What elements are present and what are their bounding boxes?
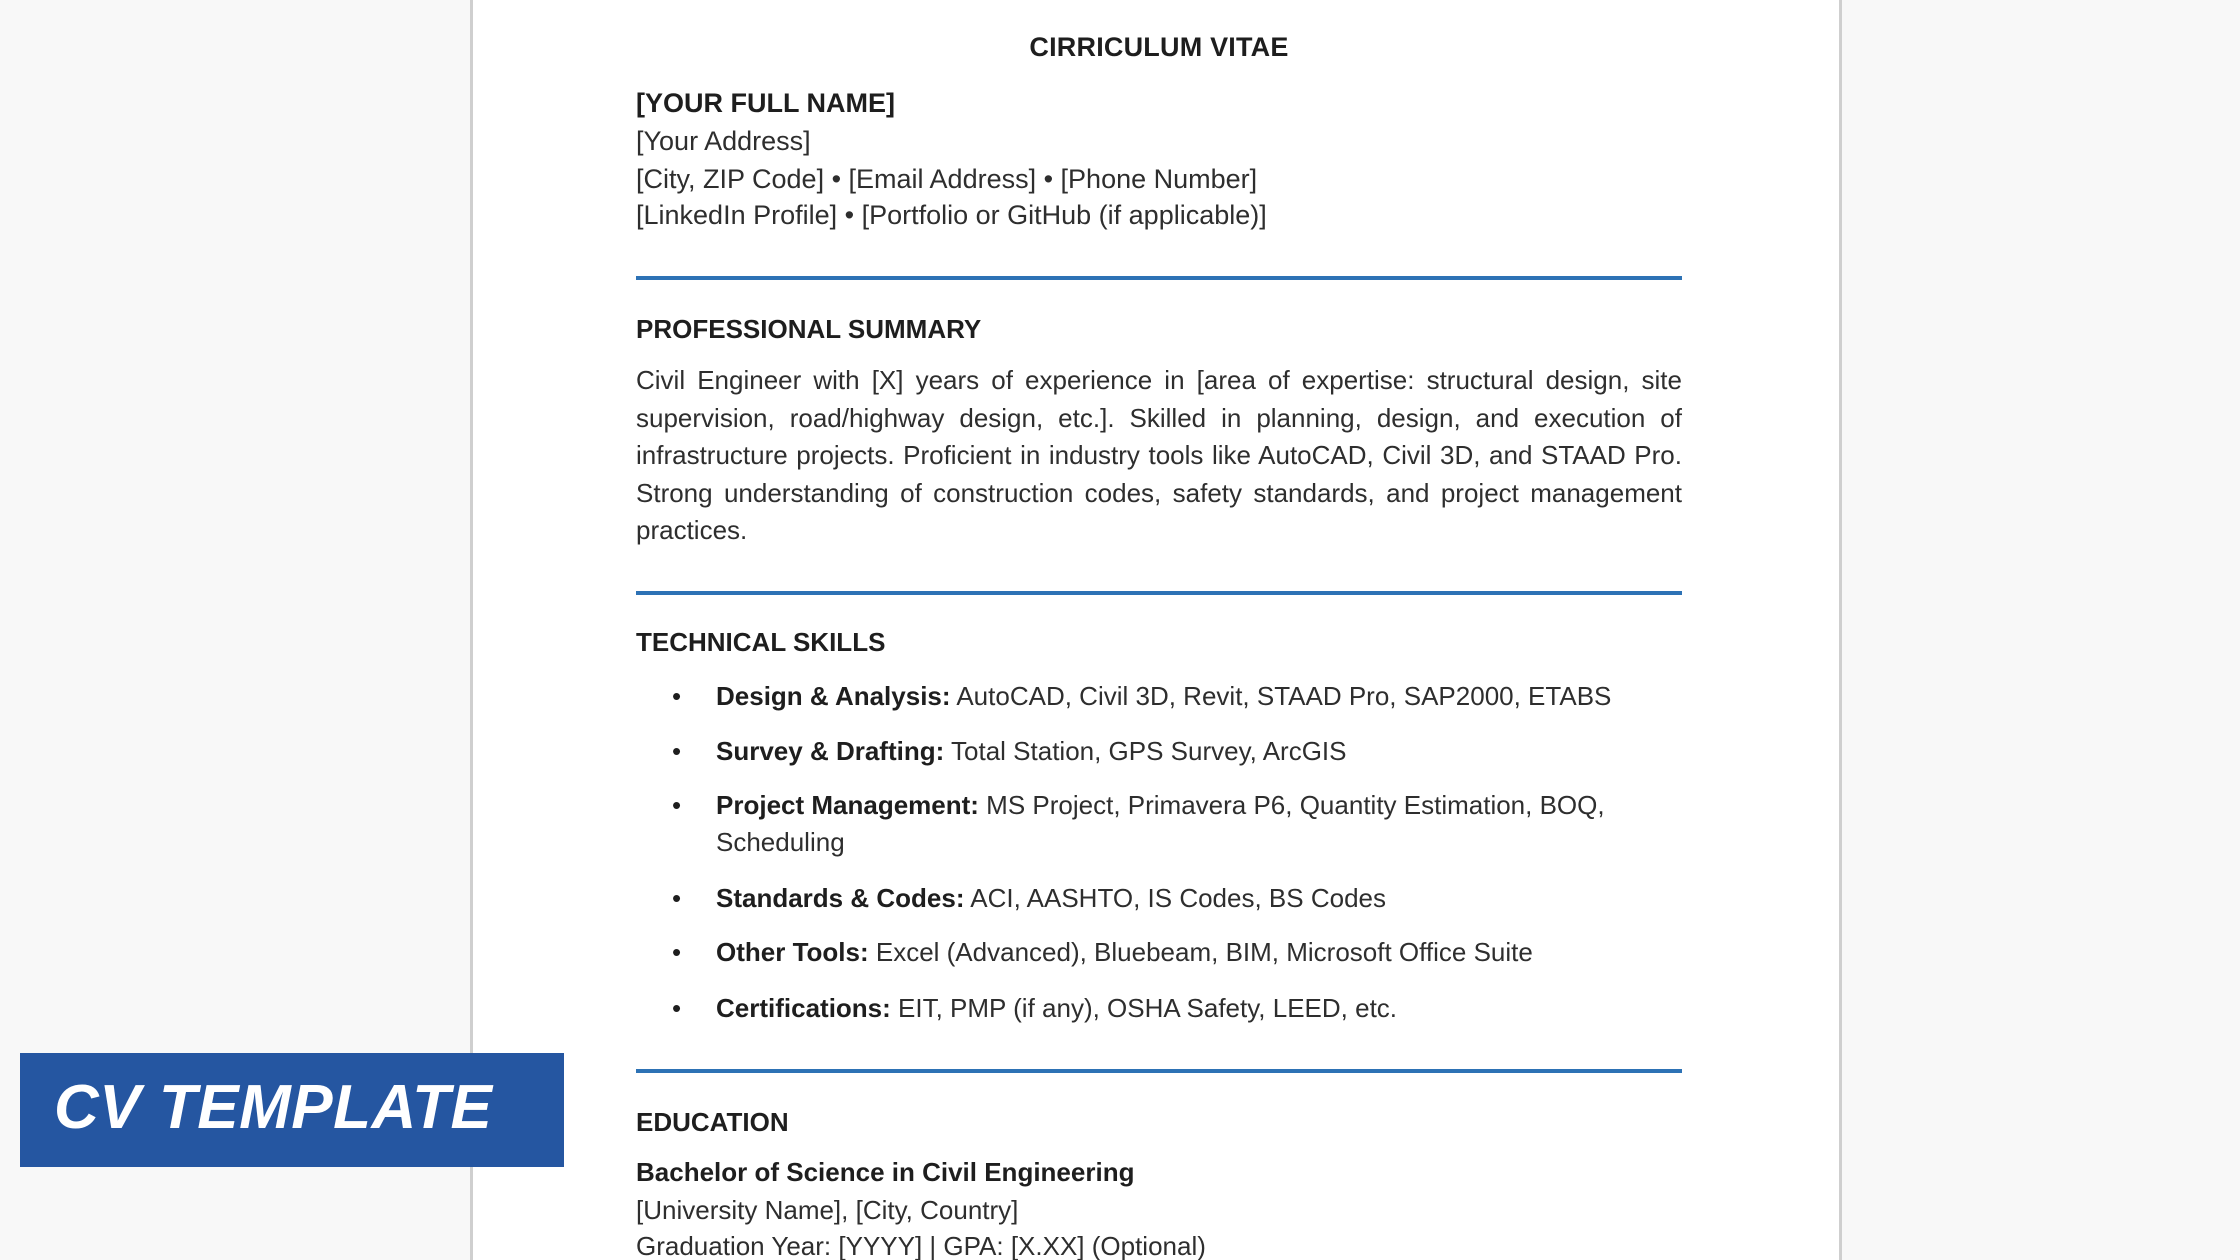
- skill-value: Total Station, GPS Survey, ArcGIS: [944, 736, 1347, 766]
- skill-value: EIT, PMP (if any), OSHA Safety, LEED, etc.: [890, 993, 1398, 1023]
- bullet-icon: •: [672, 993, 682, 1023]
- skill-value: AutoCAD, Civil 3D, Revit, STAAD Pro, SAP2000, ETABS: [950, 681, 1612, 711]
- document-title: CIRRICULUM VITAE: [1029, 32, 1289, 62]
- banner-label: CV TEMPLATE: [54, 1073, 493, 1142]
- bullet-icon: •: [672, 681, 682, 711]
- skill-value: ACI, AASHTO, IS Codes, BS Codes: [964, 883, 1386, 913]
- skill-label: Design & Analysis:: [716, 681, 951, 711]
- contact-city-email-phone: [City, ZIP Code] • [Email Address] • [Phone Number]: [636, 164, 1258, 194]
- education-institution: [University Name], [City, Country]: [636, 1195, 1019, 1225]
- skill-label: Survey & Drafting:: [716, 736, 945, 766]
- skill-value: MS Project, Primavera P6, Quantity Estimation, BOQ, Scheduling: [716, 790, 1605, 857]
- section-divider: [636, 1069, 1682, 1073]
- skill-value: Excel (Advanced), Bluebeam, BIM, Microsoft Office Suite: [868, 937, 1533, 967]
- skills-heading: TECHNICAL SKILLS: [636, 627, 886, 657]
- section-divider: [636, 591, 1682, 595]
- cv-page: [470, 0, 1842, 1260]
- skill-label: Certifications:: [716, 993, 891, 1023]
- bullet-icon: •: [672, 937, 682, 967]
- education-heading: EDUCATION: [636, 1107, 789, 1137]
- summary-heading: PROFESSIONAL SUMMARY: [636, 314, 982, 344]
- bullet-icon: •: [672, 736, 682, 766]
- summary-text: Civil Engineer with [X] years of experience in [area of expertise: structural design, site supervision, road/highway design, etc.]. Skilled in planning, design, and execution of infrastructure projects. Proficient in industry tools like AutoCAD, Civil 3D, and STAAD Pro. Strong understanding of construction codes, safety standards, and project management practices.: [636, 365, 1682, 545]
- contact-address: [Your Address]: [636, 126, 811, 156]
- education-graduation: Graduation Year: [YYYY] | GPA: [X.XX] (Optional): [636, 1231, 1206, 1260]
- skill-label: Project Management:: [716, 790, 979, 820]
- education-degree: Bachelor of Science in Civil Engineering: [636, 1157, 1135, 1187]
- skill-label: Standards & Codes:: [716, 883, 965, 913]
- skill-label: Other Tools:: [716, 937, 869, 967]
- bullet-icon: •: [672, 790, 682, 820]
- bullet-icon: •: [672, 883, 682, 913]
- section-divider: [636, 276, 1682, 280]
- full-name: [YOUR FULL NAME]: [636, 88, 895, 118]
- cv-template-banner: [20, 1053, 564, 1167]
- contact-linkedin-portfolio: [LinkedIn Profile] • [Portfolio or GitHub (if applicable)]: [636, 200, 1267, 230]
